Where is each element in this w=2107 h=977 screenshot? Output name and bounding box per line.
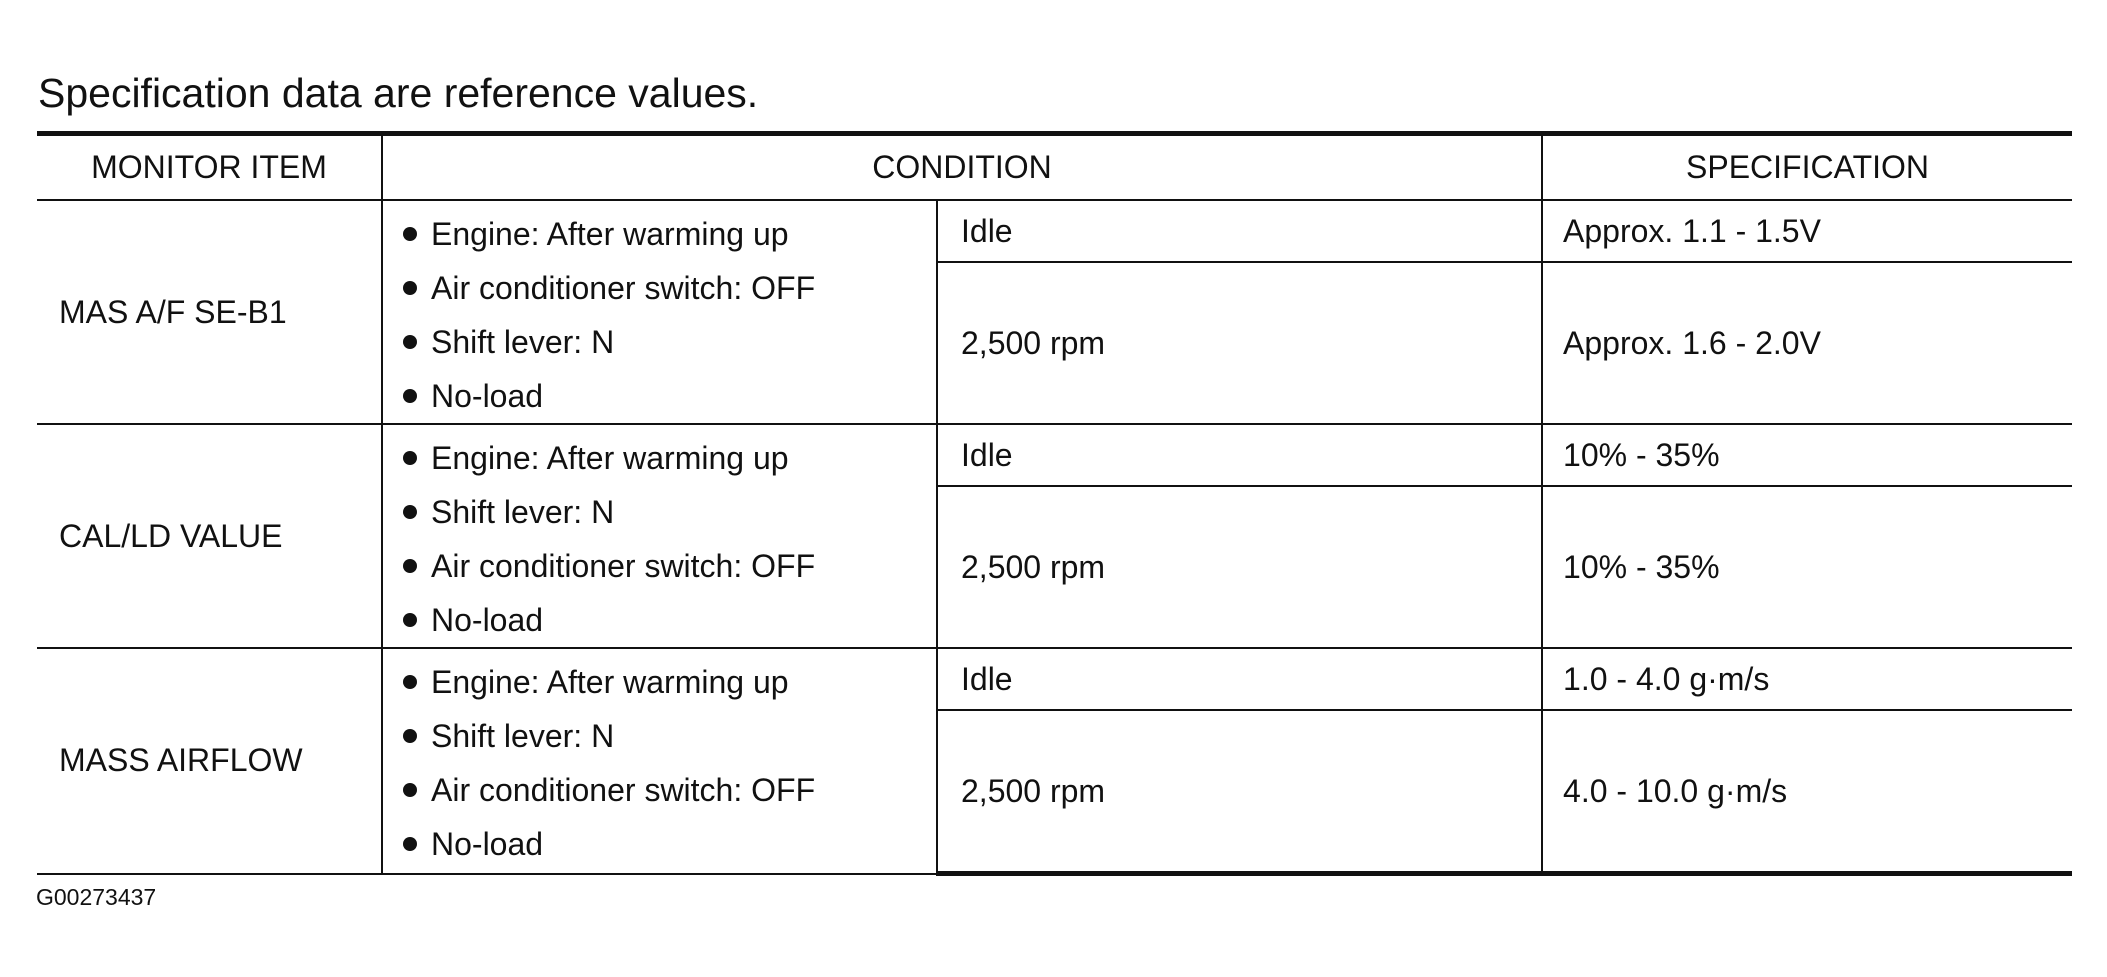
condition-item: Shift lever: N (403, 485, 936, 539)
condition-list-cell (382, 424, 937, 648)
condition-list-cell (382, 200, 937, 424)
condition-list (403, 655, 936, 871)
bullet-icon (403, 451, 417, 465)
condition-item: Air conditioner switch: OFF (403, 261, 936, 315)
bullet-icon (403, 729, 417, 743)
condition-list (403, 207, 936, 423)
range-cell: Idle (937, 648, 1542, 710)
specification-cell: 10% - 35% (1542, 486, 2072, 648)
condition-item: Engine: After warming up (403, 655, 936, 709)
specification-cell: Approx. 1.1 - 1.5V (1542, 200, 2072, 262)
range-cell: Idle (937, 200, 1542, 262)
condition-item: Engine: After warming up (403, 207, 936, 261)
monitor-item-cell: MASS AIRFLOW (37, 648, 382, 874)
condition-item: No-load (403, 369, 936, 423)
condition-list (403, 431, 936, 647)
bullet-icon (403, 227, 417, 241)
table-header-row (37, 134, 2072, 201)
specification-cell: 4.0 - 10.0 g·m/s (1542, 710, 2072, 874)
bullet-icon (403, 559, 417, 573)
range-cell: 2,500 rpm (937, 262, 1542, 424)
condition-item: Air conditioner switch: OFF (403, 539, 936, 593)
table-row (37, 200, 2072, 262)
figure-id: G00273437 (36, 884, 157, 910)
bullet-icon (403, 505, 417, 519)
bullet-icon (403, 335, 417, 349)
condition-item: Air conditioner switch: OFF (403, 763, 936, 817)
specification-cell: Approx. 1.6 - 2.0V (1542, 262, 2072, 424)
range-cell: Idle (937, 424, 1542, 486)
range-cell: 2,500 rpm (937, 710, 1542, 874)
monitor-item-cell: CAL/LD VALUE (37, 424, 382, 648)
intro-text: Specification data are reference values. (38, 70, 759, 116)
condition-item: Engine: After warming up (403, 431, 936, 485)
specification-table (37, 131, 2072, 876)
condition-item: Shift lever: N (403, 315, 936, 369)
specification-cell: 1.0 - 4.0 g·m/s (1542, 648, 2072, 710)
bullet-icon (403, 837, 417, 851)
header-specification: SPECIFICATION (1542, 134, 2072, 201)
bullet-icon (403, 675, 417, 689)
specification-cell: 10% - 35% (1542, 424, 2072, 486)
condition-item: No-load (403, 817, 936, 871)
bullet-icon (403, 281, 417, 295)
monitor-item-cell: MAS A/F SE-B1 (37, 200, 382, 424)
bullet-icon (403, 613, 417, 627)
header-condition: CONDITION (382, 134, 1542, 201)
condition-list-cell (382, 648, 937, 874)
bullet-icon (403, 783, 417, 797)
header-monitor-item: MONITOR ITEM (37, 134, 382, 201)
condition-item: Shift lever: N (403, 709, 936, 763)
range-cell: 2,500 rpm (937, 486, 1542, 648)
condition-item: No-load (403, 593, 936, 647)
table-row (37, 424, 2072, 486)
bullet-icon (403, 389, 417, 403)
table-row (37, 648, 2072, 710)
